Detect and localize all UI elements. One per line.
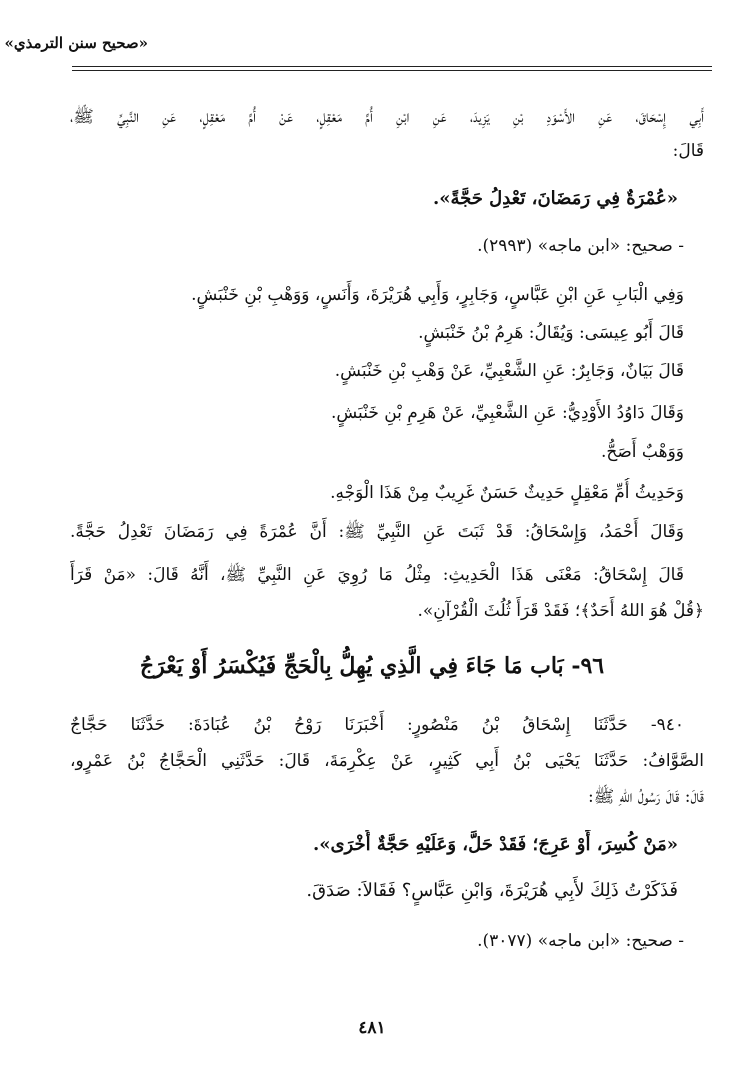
page-number: ٤٨١: [358, 1018, 386, 1038]
text-line: قَالَ:: [672, 141, 704, 161]
text-line: أَبِي إِسْحَاقَ، عَنِ الأَسْوَدِ بْنِ يَزِيدَ، عَنِ ابْنِ أُمِّ مَعْقِلٍ، عَنْ أُمِّ مَعْقِلٍ، عَنِ النَّبِيِّ ﷺ،: [70, 107, 704, 127]
hadith-quote: «مَنْ كُسِرَ، أَوْ عَرِجَ؛ فَقَدْ حَلَّ، وَعَلَيْهِ حَجَّةٌ أُخْرَى».: [312, 834, 678, 855]
chapter-heading: ٩٦- بَاب مَا جَاءَ فِي الَّذِي يُهِلُّ بِالْحَجِّ فَيُكْسَرُ أَوْ يَعْرَجُ: [139, 653, 605, 679]
text-line: قَالَ أَبُو عِيسَى: وَيُقَالُ: هَرِمُ بْنُ خَنْبَشٍ.: [418, 323, 684, 343]
text-line: قَالَ إِسْحَاقُ: مَعْنَى هَذَا الْحَدِيثِ: مِثْلُ مَا رُوِيَ عَنِ النَّبِيِّ ﷺ، أَنَّهُ قَالَ: «مَنْ قَرَأَ: [70, 565, 684, 585]
text-line: وَوَهْبٌ أَصَحُّ.: [600, 442, 684, 462]
running-header-title: «صحيح سنن الترمذي»: [4, 34, 148, 52]
text-line: الصَّوَّافُ: حَدَّثَنَا يَحْيَى بْنُ أَبِي كَثِيرٍ، عَنْ عِكْرِمَةَ، قَالَ: حَدَّثَنِي الْحَجَّاجُ بْنُ عَمْرٍو،: [70, 751, 704, 771]
text-line: قَالَ: قَالَ رَسُولُ اللهِ ﷺ:: [588, 787, 704, 807]
hadith-quote: «عُمْرَةٌ فِي رَمَضَانَ، تَعْدِلُ حَجَّةً».: [432, 188, 678, 209]
grading-note: - صحيح: «ابن ماجه» (٣٠٧٧).: [477, 931, 684, 951]
hadith-number-line: ٩٤٠- حَدَّثَنَا إِسْحَاقُ بْنُ مَنْصُورٍ: أَخْبَرَنَا رَوْحُ بْنُ عُبَادَةَ: حَدَّثَنَا حَجَّاجٌ: [70, 715, 684, 735]
text-line: وَقَالَ أَحْمَدُ، وَإِسْحَاقُ: قَدْ ثَبَتَ عَنِ النَّبِيِّ ﷺ: أَنَّ عُمْرَةً فِي رَمَضَانَ تَعْدِلُ حَجَّةً.: [70, 522, 684, 542]
text-line: قَالَ بَيَانٌ، وَجَابِرٌ: عَنِ الشَّعْبِيِّ، عَنْ وَهْبِ بْنِ خَنْبَشٍ.: [334, 361, 684, 381]
text-line: وَقَالَ دَاوُدُ الأَوْدِيُّ: عَنِ الشَّعْبِيِّ، عَنْ هَرِمِ بْنِ خَنْبَشٍ.: [330, 403, 684, 423]
header-rule: [72, 66, 712, 71]
text-line: وَحَدِيثُ أُمِّ مَعْقِلٍ حَدِيثٌ حَسَنٌ غَرِيبٌ مِنْ هَذَا الْوَجْهِ.: [330, 483, 684, 503]
text-line: ﴿قُلْ هُوَ اللهُ أَحَدٌ﴾؛ فَقَدْ قَرَأَ ثُلُثَ الْقُرْآنِ».: [417, 601, 704, 621]
grading-note: - صحيح: «ابن ماجه» (٢٩٩٣).: [477, 236, 684, 256]
text-line: وَفِي الْبَابِ عَنِ ابْنِ عَبَّاسٍ، وَجَابِرٍ، وَأَبِي هُرَيْرَةَ، وَأَنَسٍ، وَوَهْبِ بْنِ خَنْبَشٍ.: [191, 285, 684, 305]
text-line: فَذَكَرْتُ ذَلِكَ لأَبِي هُرَيْرَةَ، وَابْنِ عَبَّاسٍ؟ فَقَالاَ: صَدَقَ.: [306, 880, 678, 901]
